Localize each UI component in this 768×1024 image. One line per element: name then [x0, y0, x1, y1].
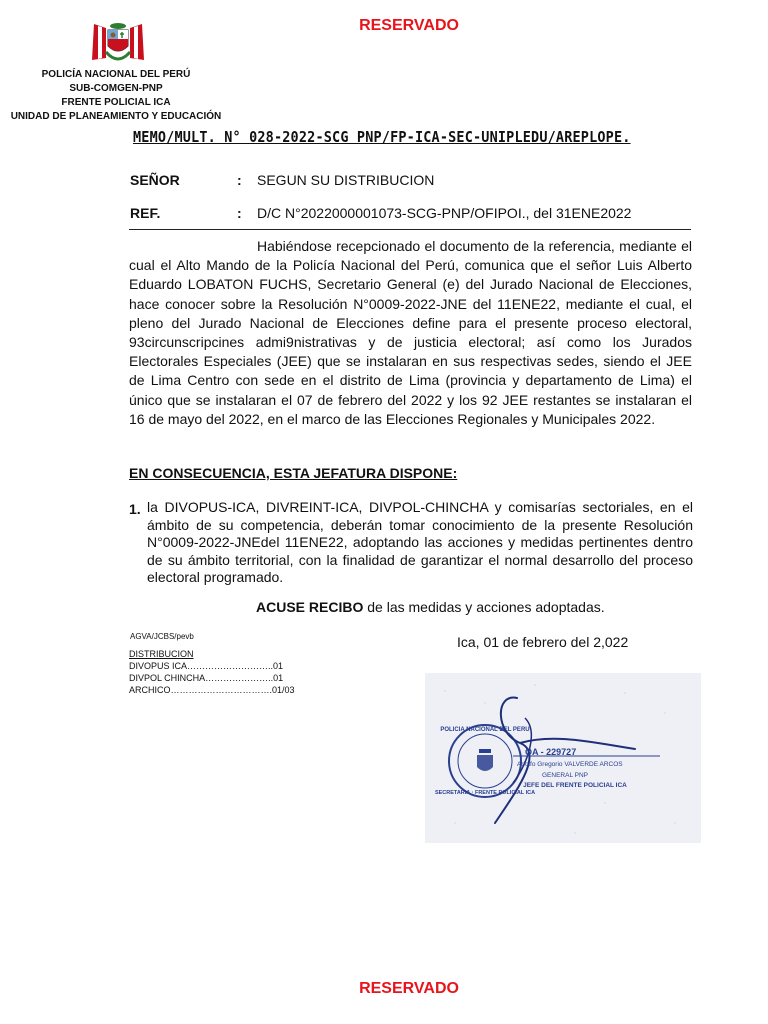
coat-of-arms-logo	[86, 18, 150, 68]
reserved-label-bottom: RESERVADO	[359, 980, 459, 997]
recipient-label: SEÑOR	[130, 172, 180, 188]
reference-label: REF.	[130, 205, 161, 221]
memo-title: MEMO/MULT. N° 028-2022-SCG PNP/FP-ICA-SEC-UNIPLEDU/AREPLOPE.	[133, 128, 631, 146]
distribution-row: DIVOPUS ICA………………………..01	[129, 661, 284, 671]
signature-stamp-image	[425, 673, 701, 843]
org-line-unit: UNIDAD DE PLANEAMIENTO Y EDUCACIÓN	[10, 111, 222, 122]
recipient-value: SEGUN SU DISTRIBUCION	[257, 172, 435, 188]
acknowledge-rest: de las medidas y acciones adoptadas.	[363, 599, 605, 615]
svg-text:GENERAL PNP: GENERAL PNP	[542, 772, 588, 779]
org-line-subcomgen: SUB-COMGEN-PNP	[69, 83, 163, 94]
author-initials: AGVA/JCBS/pevb	[130, 632, 194, 641]
separator-line	[129, 229, 691, 230]
acknowledge-bold: ACUSE RECIBO	[256, 599, 364, 615]
reserved-label-top: RESERVADO	[359, 17, 459, 34]
recipient-colon: :	[237, 172, 242, 188]
distribution-heading: DISTRIBUCION	[129, 649, 194, 659]
distribution-row: ARCHICO…………………………….01/03	[129, 685, 295, 695]
svg-text:POLICIA NACIONAL DEL PERU: POLICIA NACIONAL DEL PERU	[440, 727, 530, 733]
body-paragraph: Habiéndose recepcionado el documento de la referencia, mediante el cual el Alto Mando de la Policía Nacional del Perú, comunica que el señor Luis Alberto Eduardo LOBATON FUCHS, Secretario General (e) del Jurado Nacional de Elecciones, hace conocer sobre la Resolución N°0009-2022-JNE del 11ENE22, mediante el cual, el pleno del Jurado Nacional de Elecciones define para el presente proceso electoral, 93circunscripcines admi9nistrativas y de justicia electoral; así como los Jurados Electorales Especiales (JEE) que se instalaran en sus respectivas sedes, siendo el JEE de Lima Centro con sede en el distrito de Lima (provincia y departamento de Lima) el único que se instalaran el 07 de febrero del 2022 y los 92 JEE restantes se instalaran el 16 de mayo del 2022, en el marco de las Elecciones Regionales y Municipales 2022.	[129, 238, 692, 427]
reference-value: D/C N°2022000001073-SCG-PNP/OFIPOI., del 31ENE2022	[257, 205, 632, 221]
distribution-row: DIVPOL CHINCHA…………………..01	[129, 673, 284, 683]
svg-text:OA - 229727: OA - 229727	[525, 747, 577, 757]
acknowledge-line	[256, 599, 605, 615]
list-item-number: 1.	[129, 501, 141, 517]
svg-text:JEFE DEL FRENTE POLICIAL ICA: JEFE DEL FRENTE POLICIAL ICA	[523, 782, 627, 789]
org-line-police: POLICÍA NACIONAL DEL PERÚ	[41, 69, 191, 80]
dispose-heading: EN CONSECUENCIA, ESTA JEFATURA DISPONE:	[129, 465, 458, 481]
svg-text:SECRETARIA · FRENTE POLICIAL I: SECRETARIA · FRENTE POLICIAL ICA	[434, 790, 536, 796]
svg-text:Adolfo Gregorio VALVERDE ARCOS: Adolfo Gregorio VALVERDE ARCOS	[517, 761, 623, 768]
org-line-front: FRENTE POLICIAL ICA	[61, 97, 171, 108]
reference-colon: :	[237, 205, 242, 221]
list-item-text: la DIVOPUS-ICA, DIVREINT-ICA, DIVPOL-CHINCHA y comisarías sectoriales, en el ámbito de su competencia, deberán tomar conocimiento de la presente Resolución N°0009-2022-JNEdel 11ENE22, adoptando las acciones y medidas pertinentes dentro de su ámbito territorial, con la finalidad de garantizar el normal desarrollo del proceso electoral programado.	[147, 499, 693, 586]
place-date: Ica, 01 de febrero del 2,022	[457, 634, 629, 650]
